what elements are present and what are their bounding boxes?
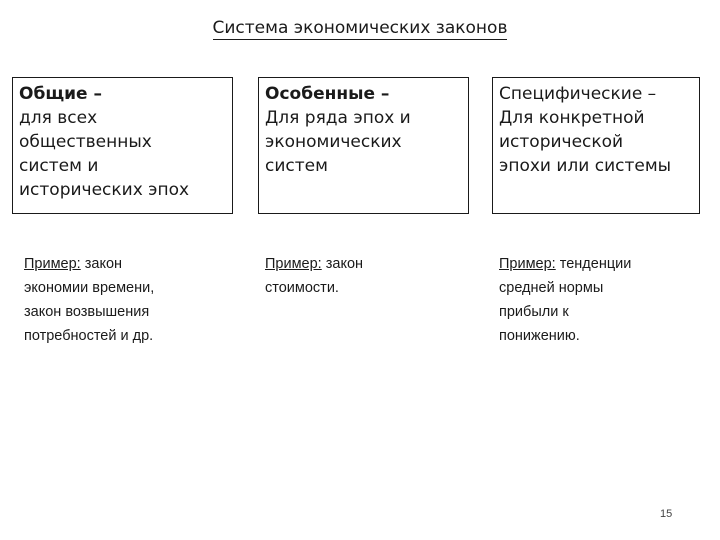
diagram-title [0, 18, 720, 38]
box-specific-laws [492, 77, 700, 214]
example-label: Пример: [265, 256, 322, 272]
box-line: эпохи или системы [499, 156, 672, 176]
example-line: закон возвышения [24, 304, 150, 320]
example-line: потребностей и др. [24, 328, 154, 344]
page-number: 15 [660, 508, 673, 520]
box-heading: Общие – [19, 84, 102, 104]
box-line: Для конкретной [499, 108, 645, 128]
example-line: закон [321, 256, 364, 272]
box-line: исторических эпох [19, 180, 190, 200]
example-label: Пример: [499, 256, 556, 272]
box-line: общественных [19, 132, 152, 152]
box-particular-laws [258, 77, 469, 214]
box-line: систем и [19, 156, 99, 176]
example-general [24, 252, 244, 348]
example-particular [265, 252, 475, 300]
example-line: закон [80, 256, 123, 272]
box-line: Для ряда эпох и [265, 108, 411, 128]
box-heading: Специфические – [499, 84, 657, 104]
example-line: понижению. [499, 328, 580, 344]
box-line: экономических [265, 132, 402, 152]
example-line: стоимости. [265, 280, 339, 296]
example-label: Пример: [24, 256, 81, 272]
example-line: экономии времени, [24, 280, 155, 296]
example-specific [499, 252, 704, 348]
box-general-laws [12, 77, 233, 214]
box-heading: Особенные – [265, 84, 390, 104]
box-line: исторической [499, 132, 624, 152]
example-line: средней нормы [499, 280, 604, 296]
box-line: для всех [19, 108, 98, 128]
diagram-title-text: Система экономических законов [212, 18, 508, 38]
example-line: прибыли к [499, 304, 569, 320]
example-line: тенденции [555, 256, 632, 272]
box-line: систем [265, 156, 328, 176]
